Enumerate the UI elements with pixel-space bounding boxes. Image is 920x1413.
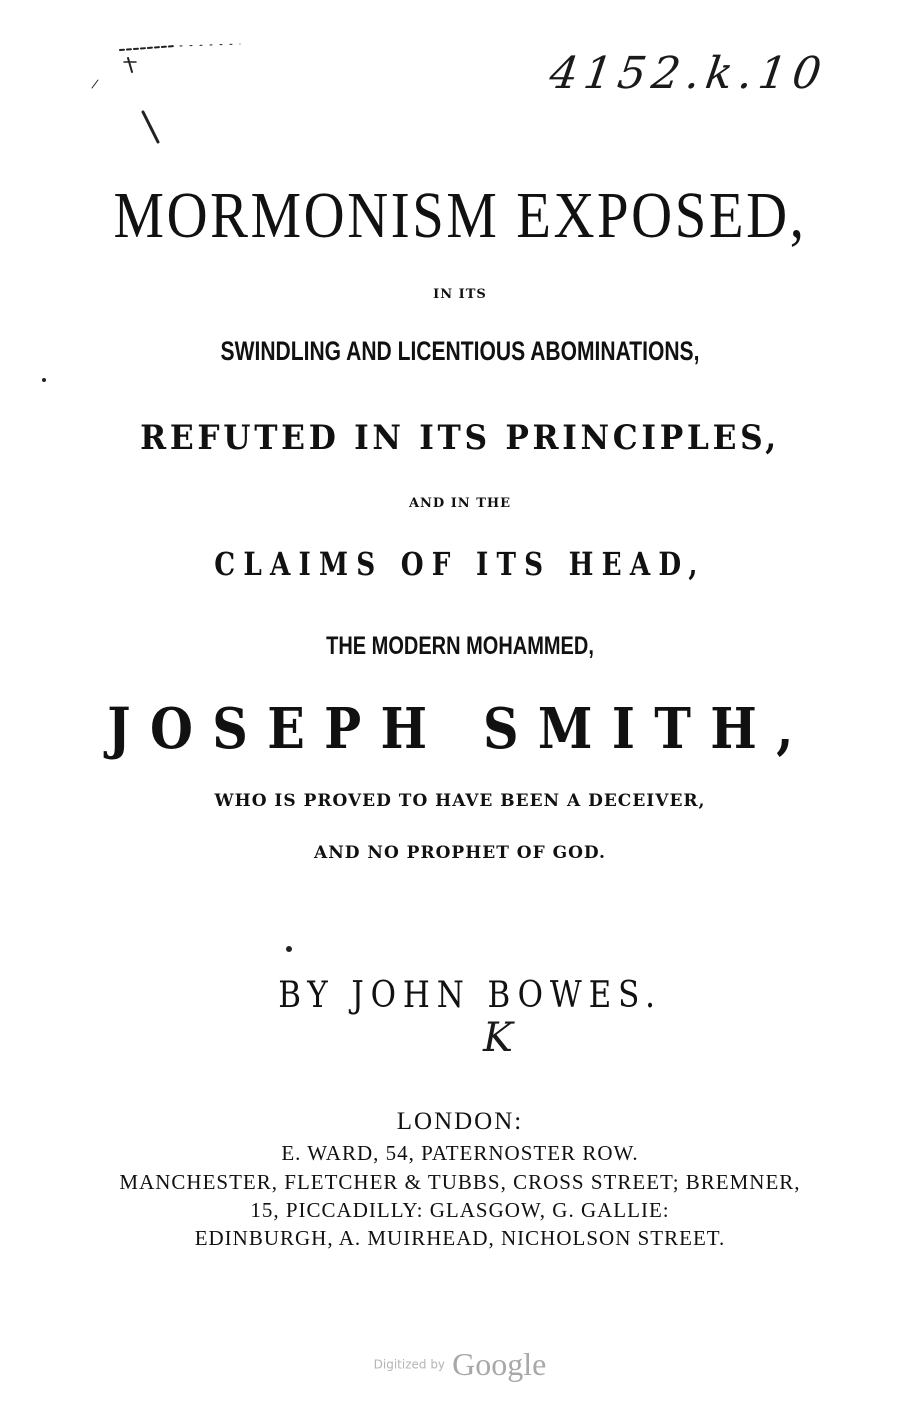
subtitle-in-its: IN ITS [433,287,487,302]
book-title: MORMONISM EXPOSED, [113,179,807,252]
backslash-mark [143,112,158,142]
subject-name: JOSEPH SMITH, [107,696,813,762]
subtitle-and-in-the: AND IN THE [408,496,512,511]
subtitle-swindling: SWINDLING AND LICENTIOUS ABOMINATIONS, [220,336,700,366]
imprint-line: MANCHESTER, FLETCHER & TUBBS, CROSS STREET; BREMNER, [119,1170,801,1194]
imprint-line: E. WARD, 54, PATERNOSTER ROW. [281,1141,639,1165]
subtitle-refuted: REFUTED IN ITS PRINCIPLES, [140,418,780,458]
imprint-city: LONDON: [396,1108,524,1135]
subtitle-no-prophet: AND NO PROPHET OF GOD. [314,843,606,863]
google-logo: Google [452,1346,547,1382]
subtitle-deceiver: WHO IS PROVED TO HAVE BEEN A DECEIVER, [214,791,706,811]
subtitle-modern-mohammed: THE MODERN MOHAMMED, [326,632,594,660]
imprint-line: EDINBURGH, A. MUIRHEAD, NICHOLSON STREET. [194,1226,726,1250]
author-line: BY JOHN BOWES. [278,975,662,1016]
ink-speck [286,946,292,952]
handwritten-initial: K [483,1015,513,1061]
subtitle-claims: CLAIMS OF ITS HEAD, [214,545,706,583]
shelfmark-handwriting: 4152.k.10 [546,48,831,99]
top-left-pen-stroke [120,46,175,50]
digitization-watermark [0,1346,920,1383]
imprint-line: 15, PICCADILLY: GLASGOW, G. GALLIE: [250,1198,670,1222]
ink-speck [42,378,46,382]
digitized-by-label: Digitized by [373,1357,446,1372]
